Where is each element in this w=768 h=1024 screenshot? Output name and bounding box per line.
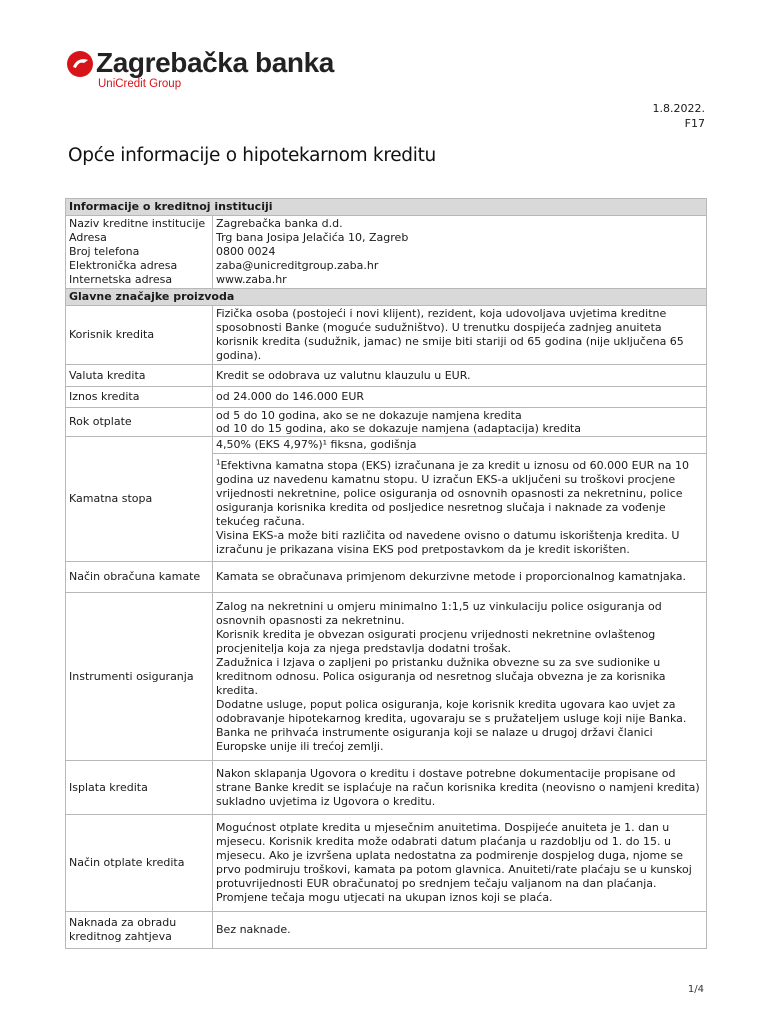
page-number: 1/4 — [687, 984, 704, 995]
rate-note-1-text: Efektivna kamatna stopa (EKS) izračunana je za kredit u iznosu od 60.000 EUR na 10 godina uz navedenu kamatnu stopu. U izračun EKS-a uključeni su troškovi procjene vrijednosti nekretnine, police osiguranja od osnovnih opasnosti za nekretninu, police osiguranja korisnika kredita od posljedice nesretnog slučaja i naknade za vođenje tekućeg računa. — [216, 458, 690, 528]
row-term — [66, 408, 707, 437]
rate-value: 4,50% (EKS 4,97%)¹ fiksna, godišnja — [213, 437, 707, 454]
row-value: Kredit se odobrava uz valutnu klauzulu u EUR. — [213, 365, 707, 387]
row-label: Način obračuna kamate — [66, 562, 213, 593]
section-header-row — [66, 199, 707, 216]
row-value: Fizička osoba (postojeći i novi klijent), rezident, koja udovoljava uvjetima kreditne sposobnosti Banke (moguće sudužništvo). U trenutku dospijeća zadnjeg anuiteta korisnik kredita (sudužnik, jamac) ne smije biti stariji od 65 godina (nije uključena 65 godina). — [213, 306, 707, 365]
page-title: Opće informacije o hipotekarnom kreditu — [68, 145, 436, 166]
rate-note-1 — [216, 459, 703, 529]
collateral-p5: Banka ne prihvaća instrumente osiguranja koji se nalaze u drugoj državi članici Europske unije ili trećoj zemlji. — [216, 725, 653, 753]
term-line-2: od 10 do 15 godina, ako se dokazuje namjena (adaptacija) kredita — [216, 422, 581, 435]
row-label: Način otplate kredita — [66, 815, 213, 912]
rate-note-2: Visina EKS-a može biti različita od navedene ovisno o datumu iskorištenja kredita. U izračunu je prikazana visina EKS pod pretpostavkom da je kredit iskorišten. — [216, 528, 680, 556]
value-address: Trg bana Josipa Jelačića 10, Zagreb — [216, 231, 409, 244]
collateral-p4: Dodatne usluge, poput polica osiguranja, koje korisnik kredita ugovara kao uvjet za odobravanje hipotekarnog kredita, ugovaraju se s pružateljem usluge koji nije Banka. — [216, 697, 687, 725]
row-value: Nakon sklapanja Ugovora o kreditu i dostave potrebne dokumentacije propisane od strane Banke kredit se isplaćuje na račun korisnika kredita (neovisno o namjeni kredita) sukladno uvjetima iz Ugovora o kreditu. — [213, 761, 707, 815]
collateral-p2: Korisnik kredita je obvezan osigurati procjenu vrijednosti nekretnine ovlaštenog procjenitelja koja za njega predstavlja dodatni trošak. — [216, 627, 656, 655]
institution-labels — [66, 216, 213, 289]
row-label: Rok otplate — [66, 408, 213, 437]
collateral-p1: Zalog na nekretnini u omjeru minimalno 1:1,5 uz vinkulaciju police osiguranja od osnovnih opasnosti za nekretninu. — [216, 599, 662, 627]
row-disbursement — [66, 761, 707, 815]
row-label: Isplata kredita — [66, 761, 213, 815]
label-email: Elektronička adresa — [69, 259, 178, 272]
value-website: www.zaba.hr — [216, 273, 287, 286]
section-product: Glavne značajke proizvoda — [66, 289, 707, 306]
institution-values — [213, 216, 707, 289]
section-header-row — [66, 289, 707, 306]
row-collateral — [66, 593, 707, 761]
footnote-mark: 1 — [216, 457, 221, 466]
row-value: Kamata se obračunava primjenom dekurzivne metode i proporcionalnog kamatnjaka. — [213, 562, 707, 593]
row-label: Iznos kredita — [66, 387, 213, 408]
bank-name: Zagrebačka banka — [96, 47, 334, 78]
label-website: Internetska adresa — [69, 273, 173, 286]
value-phone: 0800 0024 — [216, 245, 276, 258]
row-label: Naknada za obradu kreditnog zahtjeva — [66, 912, 213, 949]
info-table — [65, 198, 707, 949]
institution-row — [66, 216, 707, 289]
section-institution: Informacije o kreditnoj instituciji — [66, 199, 707, 216]
row-currency — [66, 365, 707, 387]
bank-group: UniCredit Group — [98, 78, 182, 90]
value-email: zaba@unicreditgroup.zaba.hr — [216, 259, 379, 272]
unicredit-logo-icon — [66, 50, 94, 78]
row-label: Kamatna stopa — [66, 437, 213, 562]
document-code: F17 — [684, 117, 705, 130]
row-value: Bez naknade. — [213, 912, 707, 949]
row-value: od 24.000 do 146.000 EUR — [213, 387, 707, 408]
collateral-p3: Zadužnica i Izjava o zapljeni po pristanku dužnika obvezne su za sve sudionike u kreditnom odnosu. Polica osiguranja od nesretnog slučaja obvezna je za korisnika kredita. — [216, 655, 666, 697]
label-address: Adresa — [69, 231, 107, 244]
row-label: Valuta kredita — [66, 365, 213, 387]
row-amount — [66, 387, 707, 408]
term-line-1: od 5 do 10 godina, ako se ne dokazuje namjena kredita — [216, 409, 522, 422]
row-value — [213, 593, 707, 761]
value-institution-name: Zagrebačka banka d.d. — [216, 217, 343, 230]
row-borrower — [66, 306, 707, 365]
row-label: Instrumenti osiguranja — [66, 593, 213, 761]
document-meta — [653, 101, 705, 131]
row-label: Korisnik kredita — [66, 306, 213, 365]
row-value: Mogućnost otplate kredita u mjesečnim anuitetima. Dospijeće anuiteta je 1. dan u mjesecu. Korisnik kredita može odabrati datum plaćanja u razdoblju od 1. do 15. u mjesecu. Ako je izvršena uplata nedostatna za podmirenje dospjelog duga, njome se prvo podmiruju troškovi, kamata pa potom glavnica. Anuiteti/rate plaćaju se u kunskoj protuvrijednosti EUR obračunatoj po srednjem tečaju valjanom na dan plaćanja. Promjene tečaja mogu utjecati na ukupan iznos koji se plaća. — [213, 815, 707, 912]
row-repayment — [66, 815, 707, 912]
label-phone: Broj telefona — [69, 245, 140, 258]
row-value — [213, 408, 707, 437]
row-fee — [66, 912, 707, 949]
document-date: 1.8.2022. — [652, 102, 705, 115]
row-interest-method — [66, 562, 707, 593]
row-rate-value — [66, 437, 707, 454]
rate-notes — [213, 454, 707, 562]
label-institution-name: Naziv kreditne institucije — [69, 217, 206, 230]
